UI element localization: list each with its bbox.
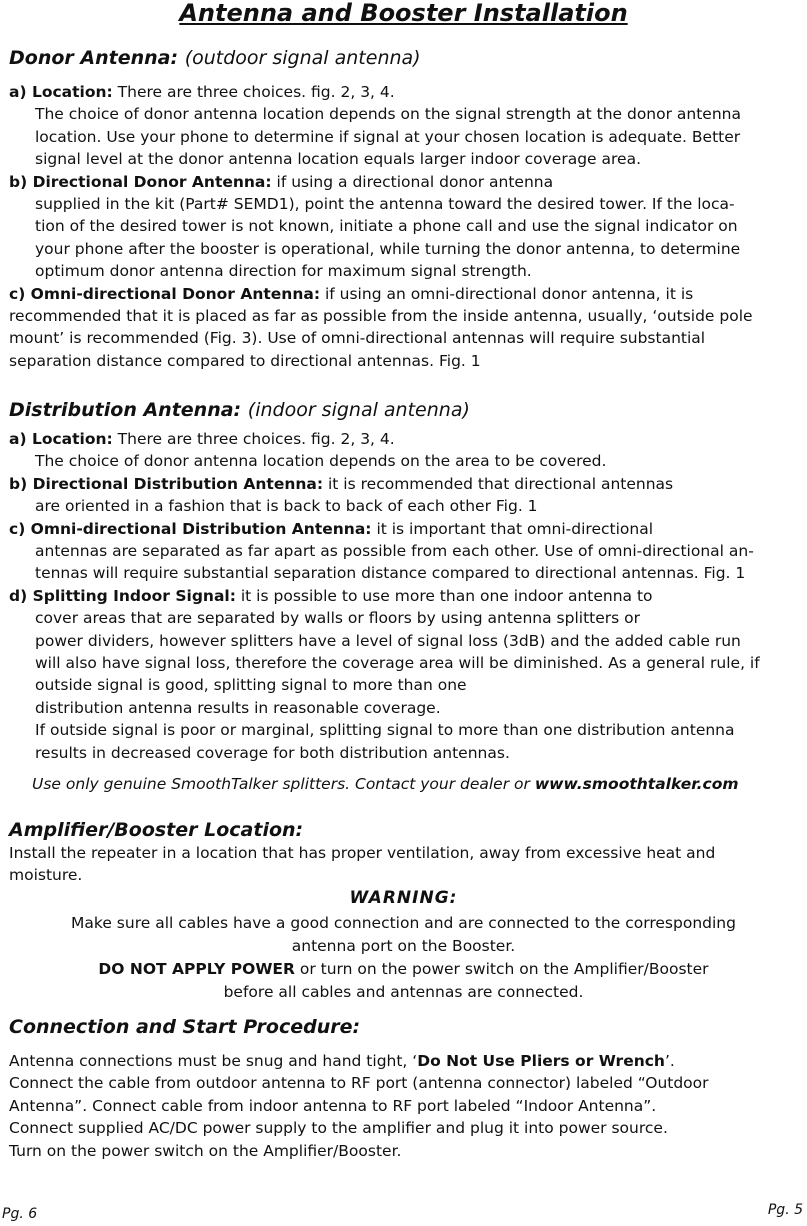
donor-a-line: location. Use your phone to determine if signal at your chosen location is adequate. Better xyxy=(35,127,741,146)
donor-b-label: b) Directional Donor Antenna: xyxy=(9,172,272,191)
donor-a-line: signal level at the donor antenna location equals larger indoor coverage area. xyxy=(35,150,641,169)
distribution-d-line: If outside signal is poor or marginal, splitting signal to more than one distribution antenna xyxy=(35,721,735,740)
distribution-c-line: tennas will require substantial separation distance compared to directional antennas. Fig. 1 xyxy=(35,564,746,583)
connection-line: Connect the cable from outdoor antenna to RF port (antenna connector) labeled “Outdoor xyxy=(9,1074,709,1093)
donor-a xyxy=(9,81,801,103)
amplifier-line: Install the repeater in a location that has proper ventilation, away from excessive heat and xyxy=(9,844,716,862)
warning-line: Make sure all cables have a good connection and are connected to the corresponding xyxy=(71,914,736,932)
connection-line-first-post: ’. xyxy=(664,1052,675,1070)
distribution-body xyxy=(9,428,801,764)
warning-line: before all cables and antennas are connected. xyxy=(223,983,584,1001)
connection-line: Antenna”. Connect cable from indoor antenna to RF port labeled “Indoor Antenna”. xyxy=(9,1096,657,1115)
distribution-c-line: antennas are separated as far apart as possible from each other. Use of omni-directional an- xyxy=(35,542,754,561)
amplifier-line: moisture. xyxy=(9,866,83,885)
connection-heading-label: Connection and Start Procedure: xyxy=(9,1016,361,1038)
donor-a-label: a) Location: xyxy=(9,83,113,101)
distribution-heading xyxy=(9,398,470,422)
donor-a-line: The choice of donor antenna location depends on the signal strength at the donor antenna xyxy=(35,105,741,124)
distribution-d xyxy=(9,585,801,607)
connection-body xyxy=(9,1050,801,1162)
distribution-d-label: d) Splitting Indoor Signal: xyxy=(9,586,236,605)
warning-do-not-apply-power: DO NOT APPLY POWER xyxy=(98,960,295,978)
donor-b xyxy=(9,171,801,193)
donor-b-line: your phone after the booster is operational, while turning the donor antenna, to determine xyxy=(35,239,741,258)
connection-line: Connect supplied AC/DC power supply to the amplifier and plug it into power source. xyxy=(9,1119,668,1138)
amplifier-heading-label: Amplifier/Booster Location: xyxy=(9,819,304,841)
donor-c-label: c) Omni-directional Donor Antenna: xyxy=(9,284,321,303)
distribution-a-text: There are three choices. fig. 2, 3, 4. xyxy=(117,430,395,448)
distribution-d-line: cover areas that are separated by walls or floors by using antenna splitters or xyxy=(35,609,640,628)
donor-c-line: mount’ is recommended (Fig. 3). Use of omni-directional antennas will require substantial xyxy=(9,329,706,348)
donor-heading xyxy=(9,46,421,70)
connection-no-pliers: Do Not Use Pliers or Wrench xyxy=(417,1052,665,1070)
distribution-b xyxy=(9,473,801,495)
donor-subheading: (outdoor signal antenna) xyxy=(184,47,421,69)
distribution-d-line: distribution antenna results in reasonable coverage. xyxy=(35,698,441,717)
connection-line: Turn on the power switch on the Amplifier/Booster. xyxy=(9,1141,402,1160)
distribution-subheading: (indoor signal antenna) xyxy=(247,399,470,421)
amplifier-heading xyxy=(9,818,303,842)
splitter-note-text: Use only genuine SmoothTalker splitters. Contact your dealer or xyxy=(32,775,535,793)
distribution-b-line: are oriented in a fashion that is back to back of each other Fig. 1 xyxy=(35,497,538,516)
distribution-d-line: will also have signal loss, therefore the coverage area will be diminished. As a general rule, if xyxy=(35,654,760,673)
connection-line-first xyxy=(9,1050,801,1072)
distribution-c xyxy=(9,518,801,540)
donor-b-line: supplied in the kit (Part# SEMD1), point the antenna toward the desired tower. If the loca- xyxy=(35,195,735,214)
distribution-b-text: it is recommended that directional antennas xyxy=(328,474,674,493)
donor-b-text: if using a directional donor antenna xyxy=(276,172,554,191)
distribution-d-line: power dividers, however splitters have a level of signal loss (3dB) and the added cable run xyxy=(35,631,741,650)
distribution-c-text: it is important that omni-directional xyxy=(376,519,654,538)
donor-b-line: tion of the desired tower is not known, initiate a phone call and use the signal indicator on xyxy=(35,217,738,236)
donor-c-line: separation distance compared to directional antennas. Fig. 1 xyxy=(9,351,481,370)
donor-c xyxy=(9,283,801,305)
donor-b-line: optimum donor antenna direction for maximum signal strength. xyxy=(35,262,532,281)
amplifier-body xyxy=(9,842,801,887)
connection-line-first-pre: Antenna connections must be snug and hand tight, ‘ xyxy=(9,1052,418,1070)
donor-c-line: recommended that it is placed as far as possible from the inside antenna, usually, ‘outside pole xyxy=(9,307,753,326)
warning-title: WARNING: xyxy=(349,888,458,908)
distribution-a-label: a) Location: xyxy=(9,430,113,448)
donor-a-text: There are three choices. fig. 2, 3, 4. xyxy=(117,83,395,101)
distribution-heading-label: Distribution Antenna: xyxy=(9,399,242,421)
page-title: Antenna and Booster Installation xyxy=(179,0,628,27)
distribution-a-line: The choice of donor antenna location depends on the area to be covered. xyxy=(35,452,607,471)
splitter-note xyxy=(32,773,739,795)
page-number-left: Pg. 6 xyxy=(2,1206,38,1222)
connection-heading xyxy=(9,1015,360,1039)
donor-body xyxy=(9,81,801,372)
distribution-d-line: outside signal is good, splitting signal to more than one xyxy=(35,676,467,695)
donor-c-text: if using an omni-directional donor antenna, it is xyxy=(324,284,694,303)
distribution-c-label: c) Omni-directional Distribution Antenna: xyxy=(9,519,372,538)
dealer-website-link[interactable]: www.smoothtalker.com xyxy=(534,775,739,793)
distribution-a xyxy=(9,428,801,450)
warning-line-power-rest: or turn on the power switch on the Amplifier/Booster xyxy=(294,960,709,978)
distribution-d-line: results in decreased coverage for both distribution antennas. xyxy=(35,743,510,762)
warning-line: antenna port on the Booster. xyxy=(291,937,516,955)
distribution-d-text: it is possible to use more than one indoor antenna to xyxy=(240,586,653,605)
page-number-right: Pg. 5 xyxy=(767,1202,803,1218)
warning-line-power xyxy=(0,958,807,982)
distribution-b-label: b) Directional Distribution Antenna: xyxy=(9,474,324,493)
donor-heading-label: Donor Antenna: xyxy=(9,47,179,69)
